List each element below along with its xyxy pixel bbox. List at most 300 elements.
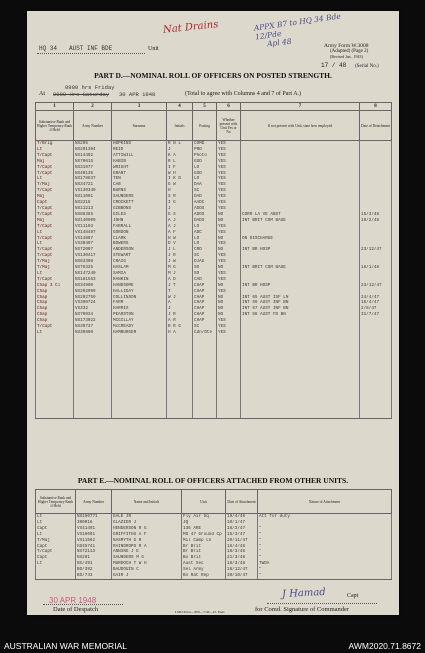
army-number-cell: VX148497 — [74, 230, 112, 236]
army-number-cell: VX14897 — [74, 236, 112, 242]
initials-cell: J R — [167, 312, 193, 318]
present-cell: NO — [217, 295, 241, 301]
rank-cell: Lt — [36, 514, 76, 520]
column-header: Army Number — [74, 111, 112, 141]
army-number-cell: NX34721 — [74, 182, 112, 188]
surname-cell: CLARK — [112, 236, 167, 242]
initials-cell: W H — [167, 171, 193, 177]
present-cell: YES — [217, 194, 241, 200]
rank-cell: Lt — [36, 330, 74, 336]
surname-cell: WRIGHT — [112, 165, 167, 171]
attach-date-cell: 30/10/47 — [226, 573, 258, 579]
posting-cell: ADC — [193, 230, 217, 236]
attach-date-cell: 19/4/48 — [226, 514, 258, 520]
rank-cell: Maj — [36, 159, 74, 165]
column-header: Nature of Attachment — [258, 490, 392, 514]
serial-number: 17 / 48 — [321, 62, 347, 69]
present-cell: YES — [217, 271, 241, 277]
rank-cell: T/Capt — [36, 212, 74, 218]
present-cell: YES — [217, 277, 241, 283]
rank-cell: T/Capt — [36, 188, 74, 194]
rank-cell: Maj — [36, 218, 74, 224]
present-cell: YES — [217, 289, 241, 295]
surname-cell: JOHN — [112, 218, 167, 224]
initials-cell: J — [167, 206, 193, 212]
army-number-cell: NX11213 — [74, 206, 112, 212]
unit-cell: 136 ARE — [182, 526, 226, 532]
rank-cell: Chap — [36, 300, 74, 306]
surname-cell: GILES — [112, 212, 167, 218]
initials-cell: J T — [167, 283, 193, 289]
total-note: (Total to agree with Columns 4 and 7 of Part A.) — [185, 91, 302, 97]
initials-cell: I G — [167, 200, 193, 206]
detach-date-cell: 23/12/47 — [360, 247, 392, 253]
unit-cell: Br Brit — [182, 544, 226, 550]
initials-cell: A F — [167, 230, 193, 236]
attach-date-cell: 16/3/47 — [226, 526, 258, 532]
commander-label: for Comd. Signature of Commander — [255, 606, 350, 613]
rank-cell: T/Capt — [36, 253, 74, 259]
archive-name: AUSTRALIAN WAR MEMORIAL — [4, 641, 127, 651]
attach-date-cell: 16/4/48 — [226, 544, 258, 550]
unit-cell: Bo Brit — [182, 555, 226, 561]
present-cell: NO — [217, 218, 241, 224]
posting-cell: CRO — [193, 247, 217, 253]
rank-cell: Lt — [36, 230, 74, 236]
initials-cell: J — [167, 147, 193, 153]
unit-prefix: HQ 34 — [39, 45, 58, 52]
column-header: Substantive Rank and Higher Temporary Rank if Held — [36, 490, 76, 514]
unit-cell: Fly Air Sq — [182, 514, 226, 520]
posting-cell: LO — [193, 176, 217, 182]
attach-date-cell: 21/3/48 — [226, 555, 258, 561]
posting-cell: Cdn/Dte — [193, 330, 217, 336]
army-number-cell: NX201304 — [74, 147, 112, 153]
rank-cell: T/Maj — [36, 538, 76, 544]
present-cell: NO — [217, 300, 241, 306]
initials-cell: R N L — [167, 141, 193, 147]
surname-cell: PEARSTON — [112, 312, 167, 318]
column-number: 5 — [193, 103, 217, 111]
initials-cell: A J — [167, 218, 193, 224]
army-number-cell: NX181553 — [74, 277, 112, 283]
surname-cell: SAMIA — [112, 271, 167, 277]
army-number-cell: NX39737 — [74, 324, 112, 330]
rank-cell: Chap — [36, 312, 74, 318]
posting-cell: SO — [193, 265, 217, 271]
surname-cell: HARRIS — [112, 306, 167, 312]
surname-cell: CROCKETT — [112, 200, 167, 206]
posting-cell: CHAP — [193, 318, 217, 324]
rank-cell: T/Maj — [36, 182, 74, 188]
column-header: Date of Attachment — [226, 490, 258, 514]
rank-cell: Lt — [36, 532, 76, 538]
rank-cell: Lt — [36, 271, 74, 277]
handwritten-note-date: Apl 48 — [266, 36, 292, 49]
army-number-cell: VX130349 — [74, 188, 112, 194]
column-header: Whether present with Unit Yes or No — [217, 111, 241, 141]
column-header: Initials — [167, 111, 193, 141]
rank-cell: T/Capt — [36, 153, 74, 159]
detach-date-cell: 15/3/48 — [360, 212, 392, 218]
surname-cell: BURNS — [112, 188, 167, 194]
attach-nature-cell: Att for duty — [258, 514, 392, 520]
attach-nature-cell: " — [258, 532, 392, 538]
rank-cell: T/Maj — [36, 265, 74, 271]
rank-cell — [36, 573, 76, 579]
part-e-title: PART E.—NOMINAL ROLL OF OFFICERS ATTACHED FROM OTHER UNITS. — [77, 476, 349, 485]
present-cell: NO — [217, 283, 241, 289]
surname-cell: HANDSOME — [112, 283, 167, 289]
column-number: 7 — [241, 103, 360, 111]
detach-date-cell: 16/4/47 — [360, 300, 392, 306]
posting-cell: GSO — [193, 171, 217, 177]
posting-cell: DADS — [193, 218, 217, 224]
posting-cell: COMD — [193, 141, 217, 147]
attach-nature-cell: " — [258, 555, 392, 561]
present-cell: YES — [217, 241, 241, 247]
rank-cell: Lt — [36, 176, 74, 182]
posting-cell: DAD — [193, 194, 217, 200]
employment-cell: INT 66 AUST FD BN — [241, 312, 360, 318]
army-number-cell: NX178837 — [74, 176, 112, 182]
present-cell: YES — [217, 230, 241, 236]
employment-cell: CORR LA VE ABST — [241, 212, 360, 218]
present-cell: NO — [217, 247, 241, 253]
posting-cell: Photo — [193, 153, 217, 159]
present-cell: YES — [217, 253, 241, 259]
surname-cell: TEN — [112, 176, 167, 182]
army-number-cell: NX76325 — [74, 265, 112, 271]
initials-cell: S R — [167, 194, 193, 200]
name-cell: GRIFFITHS A F — [112, 532, 182, 538]
army-number-cell: NX173022 — [74, 318, 112, 324]
present-cell: YES — [217, 182, 241, 188]
name-cell: BAUDOUIN C — [112, 567, 182, 573]
rank-cell: T/Capt — [36, 236, 74, 242]
army-number-cell: NX88385 — [74, 212, 112, 218]
initials-cell: H A — [167, 330, 193, 336]
form-adapted: (Adapted) (Page 2) — [330, 49, 369, 54]
posting-cell: LO — [193, 241, 217, 247]
signature-rank: Capt — [347, 593, 359, 599]
initials-cell: A — [167, 300, 193, 306]
despatch-date-stamp: 30 APR 1948 — [49, 596, 97, 605]
rank-cell: Capt — [36, 555, 76, 561]
detach-date-cell: 19/2/48 — [360, 218, 392, 224]
army-number-cell: NX147240 — [74, 271, 112, 277]
name-cell: ANNING J E — [112, 549, 182, 555]
struck-time: 0000 Hrs Saturday — [53, 91, 110, 98]
rank-cell: T/Capt — [36, 165, 74, 171]
surname-cell: GIBBONS — [112, 206, 167, 212]
army-number-cell: VX130417 — [74, 253, 112, 259]
rank-cell: Chap — [36, 306, 74, 312]
army-number-cell: NX2218 — [74, 200, 112, 206]
initials-cell: H W — [167, 236, 193, 242]
present-cell: YES — [217, 147, 241, 153]
employment-cell: ON DISCHARGE — [241, 236, 360, 242]
posting-cell: ADOS — [193, 212, 217, 218]
printer-line: I MD Press—800—7/46—Cl. Pads — [175, 610, 225, 614]
attach-nature-cell: " — [258, 549, 392, 555]
army-number-cell: HS45741 — [76, 544, 112, 550]
surname-cell: GORDON — [112, 230, 167, 236]
army-number-cell: NX202999 — [74, 289, 112, 295]
initials-cell: M G — [167, 265, 193, 271]
name-cell: HENDERSON R G — [112, 526, 182, 532]
archive-id: AWM2020.71.8672 — [348, 641, 421, 651]
present-cell: YES — [217, 171, 241, 177]
posting-cell: CHAP — [193, 306, 217, 312]
army-number-cell: NX140909 — [74, 218, 112, 224]
initials-cell: J L — [167, 247, 193, 253]
army-number-cell: VX11193 — [74, 224, 112, 230]
surname-cell: STEWART — [112, 253, 167, 259]
army-number-cell: NX11001 — [74, 194, 112, 200]
present-cell: NO — [217, 312, 241, 318]
army-number-cell: NX31977 — [74, 165, 112, 171]
army-number-cell: NX295 — [74, 141, 112, 147]
report-date: 30 APR 1948 — [119, 91, 156, 98]
column-number: 8 — [360, 103, 392, 111]
rank-cell: Capt — [36, 200, 74, 206]
name-cell: SAUNDERS M G — [112, 555, 182, 561]
column-number: 1 — [36, 103, 74, 111]
posting-cell: CHAP — [193, 289, 217, 295]
column-header: Name and Initials — [112, 490, 182, 514]
posting-cell: LO — [193, 236, 217, 242]
column-number: 3 — [112, 103, 167, 111]
present-cell: YES — [217, 200, 241, 206]
posting-cell: LO — [193, 165, 217, 171]
column-number: 6 — [217, 103, 241, 111]
present-cell: YES — [217, 324, 241, 330]
rank-cell: Lt — [36, 241, 74, 247]
rank-cell: T/Capt — [36, 324, 74, 330]
present-cell: YES — [217, 165, 241, 171]
army-number-cell: NX202759 — [74, 295, 112, 301]
initials-cell: G W — [167, 182, 193, 188]
present-cell: YES — [217, 224, 241, 230]
column-header: If not present with Unit, state how employed — [241, 111, 360, 141]
surname-cell: COLLINSON — [112, 295, 167, 301]
initials-cell: A J — [167, 224, 193, 230]
attach-nature-cell: " — [258, 573, 392, 579]
initials-cell: W J — [167, 295, 193, 301]
attach-date-cell: 15/3/47 — [226, 532, 258, 538]
column-header: Date of Detachment — [360, 111, 392, 141]
surname-cell: BOWERS — [112, 241, 167, 247]
at-label: At — [39, 91, 45, 97]
part-e-table — [35, 489, 392, 580]
rank-cell: T/Capt — [36, 171, 74, 177]
unit-cell: JQ — [182, 520, 226, 526]
unit-cell: Bo Rat Rep — [182, 573, 226, 579]
rank-cell: Chap 3 Cl — [36, 283, 74, 289]
surname-cell: RANKIN — [112, 277, 167, 283]
surname-cell: HAMBURGER — [112, 330, 167, 336]
attach-date-cell: 16/3/48 — [226, 561, 258, 567]
initials-cell: J — [167, 306, 193, 312]
army-number-cell: 300016 — [76, 520, 112, 526]
present-cell: NO — [217, 265, 241, 271]
unit-cell: MS 47 Ground Cp — [182, 532, 226, 538]
initials-cell: J R — [167, 253, 193, 259]
army-number-cell: VX11562 — [76, 538, 112, 544]
name-cell: GLAZIER J — [112, 520, 182, 526]
army-number-cell: VX300724 — [74, 300, 112, 306]
detach-date-cell: 23/12/47 — [360, 283, 392, 289]
document-sheet — [27, 11, 399, 615]
rank-cell: Lt — [36, 520, 76, 526]
detach-date-cell: 24/4/47 — [360, 295, 392, 301]
detach-date-cell: 2/8/47 — [360, 306, 392, 312]
army-number-cell: NX72007 — [74, 247, 112, 253]
surname-cell: HASLAM — [112, 265, 167, 271]
column-header: Army Number — [76, 490, 112, 514]
present-cell: YES — [217, 259, 241, 265]
army-number-cell: NX40135 — [74, 171, 112, 177]
employment-cell: INT BRIT COM BASE — [241, 218, 360, 224]
unit-label: Unit — [148, 46, 159, 52]
employment-cell: INT BRIT COM BASE — [241, 265, 360, 271]
posting-cell: CAD — [193, 277, 217, 283]
initials-cell: J W — [167, 259, 193, 265]
rank-cell: T/Capt — [36, 206, 74, 212]
present-cell: YES — [217, 188, 241, 194]
employment-cell: INT BR HOSP — [241, 283, 360, 289]
attach-date-cell: 16/3/48 — [226, 549, 258, 555]
army-number-cell: NX201 — [76, 555, 112, 561]
posting-cell: GSO — [193, 159, 217, 165]
employment-cell: INT 67 AUST INF BN — [241, 306, 360, 312]
army-number-cell: NX72113 — [76, 549, 112, 555]
attach-nature-cell: TWOA — [258, 561, 392, 567]
attach-nature-cell: " — [258, 567, 392, 573]
present-cell: YES — [217, 159, 241, 165]
present-cell: YES — [217, 153, 241, 159]
rank-cell: T/Capt — [36, 277, 74, 283]
rank-cell: T/Capt — [36, 549, 76, 555]
surname-cell: FARRALL — [112, 224, 167, 230]
despatch-label: Date of Despatch — [53, 606, 99, 613]
column-number: 2 — [74, 103, 112, 111]
attach-nature-cell: " — [258, 544, 392, 550]
employment-cell: INT 65 AUST ISF LN — [241, 295, 360, 301]
column-header: Unit — [182, 490, 226, 514]
surname-cell: ANDERSON — [112, 247, 167, 253]
attach-date-cell: 10/1/47 — [226, 520, 258, 526]
detach-date-cell: 31/7/47 — [360, 312, 392, 318]
handwritten-note-appendix: APPX B7 to HQ 34 Bde 12/Pde — [253, 11, 342, 42]
surname-cell: FARR — [112, 300, 167, 306]
column-header: Surname — [112, 111, 167, 141]
posting-cell: CHAP — [193, 295, 217, 301]
present-cell: YES — [217, 318, 241, 324]
army-number-cell: NX83308 — [74, 259, 112, 265]
surname-cell: ATTIWILL — [112, 153, 167, 159]
column-number: 4 — [167, 103, 193, 111]
present-cell: YES — [217, 141, 241, 147]
name-cell: GAIR J — [112, 573, 182, 579]
posting-cell: SO — [193, 271, 217, 277]
surname-cell: HALLIDAY — [112, 289, 167, 295]
posting-cell: AADC — [193, 200, 217, 206]
initials-cell: A R — [167, 318, 193, 324]
rank-cell: Chap — [36, 295, 74, 301]
army-number-cell: VX332 — [74, 306, 112, 312]
posting-cell: LO — [193, 224, 217, 230]
posting-cell: SC — [193, 188, 217, 194]
posting-cell: SC — [193, 324, 217, 330]
rank-cell: Capt — [36, 544, 76, 550]
army-number-cell: NX7061S — [74, 159, 112, 165]
rank-cell: T/Capt — [36, 224, 74, 230]
surname-cell: SAUNDERS — [112, 194, 167, 200]
unit-name: AUST INF BDE — [69, 45, 113, 52]
initials-cell: I K D — [167, 176, 193, 182]
serial-label: (Serial No.) — [355, 64, 379, 69]
handwritten-note-red: Nat Drains — [162, 19, 219, 36]
present-cell: YES — [217, 176, 241, 182]
unit-cell: Br Brit — [182, 549, 226, 555]
name-cell: RAINDROPS R A — [112, 544, 182, 550]
surname-cell: HABIB — [112, 159, 167, 165]
posting-cell: DJAG — [193, 259, 217, 265]
attach-date-cell: 16/12/47 — [226, 567, 258, 573]
rank-cell: Chap — [36, 289, 74, 295]
surname-cell: MCGILLAY — [112, 318, 167, 324]
form-revised: (Revised Jan., 1943) — [330, 54, 363, 59]
army-number-cell: NX30806 — [74, 330, 112, 336]
name-cell: MURDOCH T W H — [112, 561, 182, 567]
rank-cell: T/Capt — [36, 247, 74, 253]
report-time: 0900 hrs Friday — [65, 84, 115, 91]
name-cell: GALE JR — [112, 514, 182, 520]
army-number-cell: BO/392 — [76, 567, 112, 573]
army-number-cell: NX70034 — [74, 312, 112, 318]
column-header: Posting — [193, 111, 217, 141]
present-cell: YES — [217, 206, 241, 212]
attached-officer-row — [36, 573, 392, 579]
surname-cell: REID — [112, 147, 167, 153]
present-cell: YES — [217, 330, 241, 336]
army-number-cell: NX14402 — [74, 153, 112, 159]
posting-cell: CHAP — [193, 312, 217, 318]
present-cell: NO — [217, 306, 241, 312]
initials-cell: T — [167, 289, 193, 295]
attach-nature-cell: " — [258, 538, 392, 544]
unit-cell: Aust Sec — [182, 561, 226, 567]
part-d-title: PART D.—NOMINAL ROLL OF OFFICERS ON POSTED STRENGTH. — [94, 71, 332, 80]
initials-cell: R L — [167, 159, 193, 165]
rank-cell: Chap — [36, 318, 74, 324]
initials-cell: M J — [167, 271, 193, 277]
posting-cell: CHAP — [193, 283, 217, 289]
posting-cell: PRO — [193, 147, 217, 153]
surname-cell: GRANT — [112, 171, 167, 177]
name-cell: NASMYTH G R — [112, 538, 182, 544]
initials-cell: D V — [167, 241, 193, 247]
posting-cell: CHAP — [193, 300, 217, 306]
unit-cell: Mil Camp Ln — [182, 538, 226, 544]
surname-cell: HOPKINS — [112, 141, 167, 147]
initials-cell: H — [167, 188, 193, 194]
army-number-cell: VX41491 — [76, 526, 112, 532]
detach-date-cell: 16/1/48 — [360, 265, 392, 271]
posting-cell: SC — [193, 253, 217, 259]
